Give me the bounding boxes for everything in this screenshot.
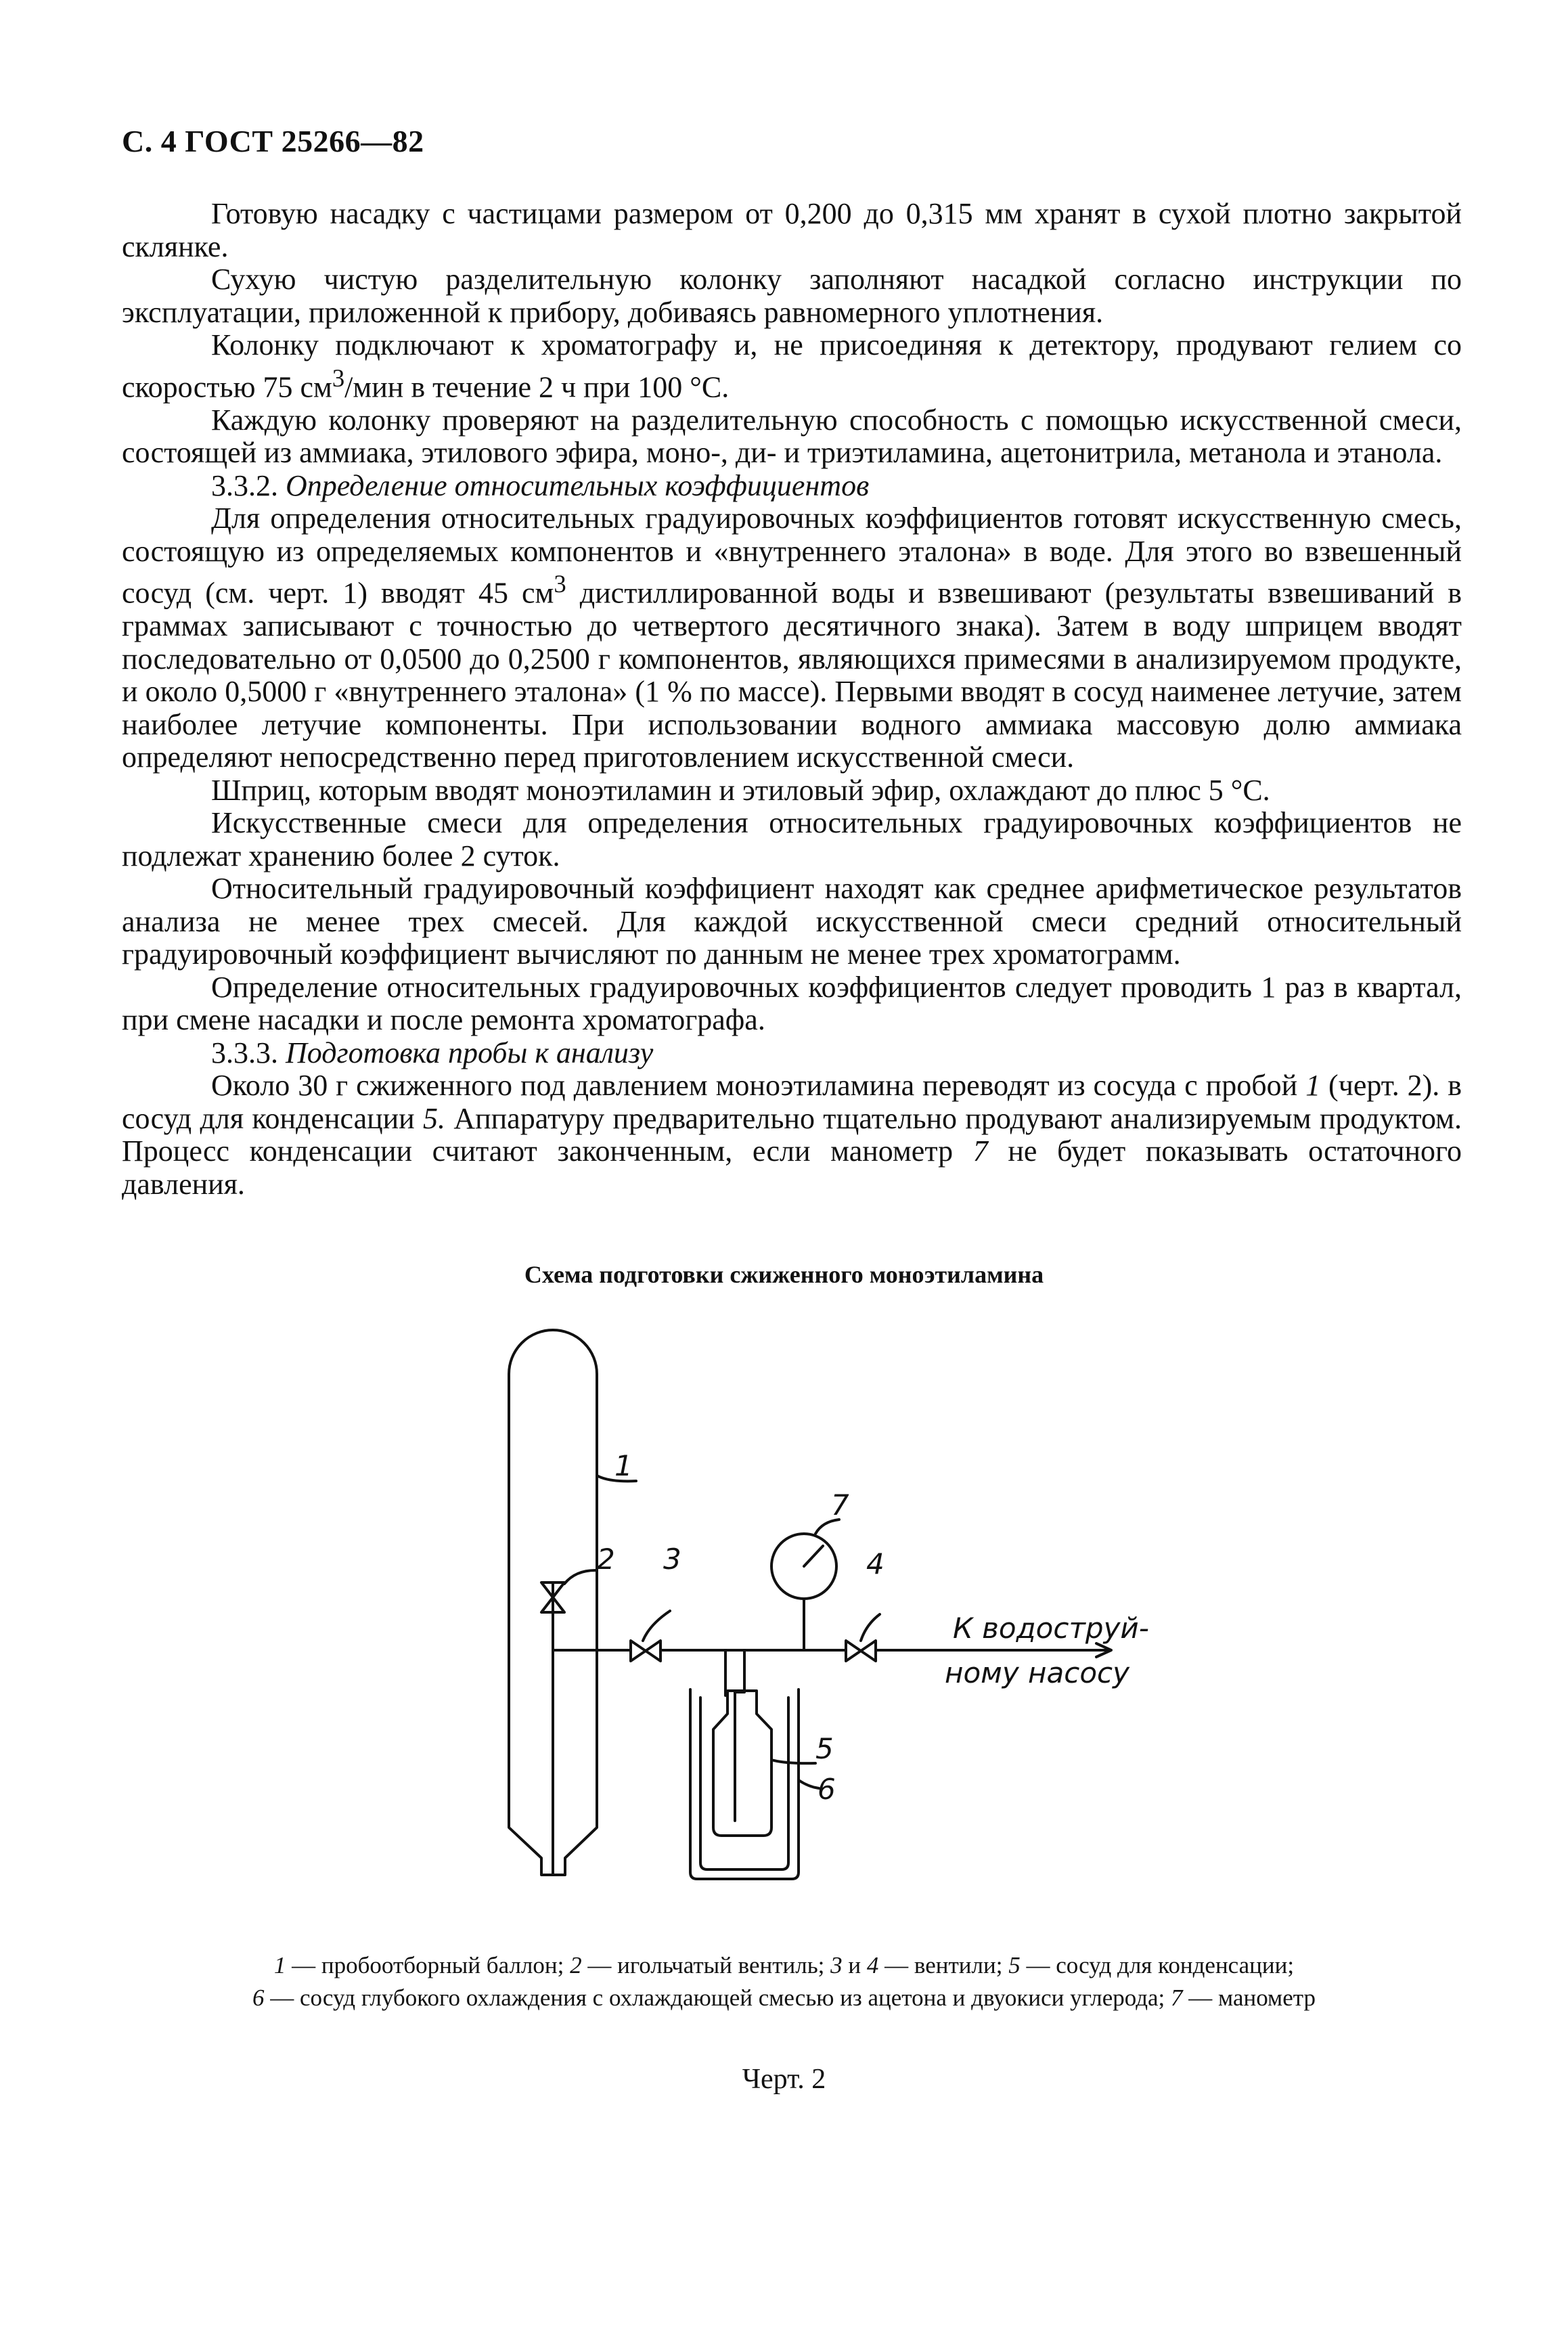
- paragraph: Шприц, которым вводят моноэтиламин и этиловый эфир, охлаждают до плюс 5 °С.: [211, 773, 1270, 807]
- text-run: не будет показывать остаточного давления.: [122, 1134, 1462, 1201]
- section-number: 3.3.2.: [211, 468, 278, 502]
- caption-number: 5: [1008, 1952, 1021, 1978]
- label-6: 6: [817, 1773, 836, 1806]
- text-run: Для определения относительных градуировочных коэффициентов готовят искусственную смесь, состоящую из определяемых компонентов и «внутреннего эталона» в воде. Для этого во взвешенный сосуд (см. черт. 1) вводят 45 см: [122, 502, 1462, 610]
- label-3: 3: [663, 1543, 681, 1576]
- figure-caption-line-1: [81, 1949, 1487, 1982]
- caption-text: — сосуд глубокого охлаждения с охлаждающей смесью из ацетона и двуокиси углерода;: [264, 1985, 1171, 2011]
- caption-text: — пробоотборный баллон;: [286, 1952, 570, 1978]
- paragraph: Относительный градуировочный коэффициент находят как среднее арифметическое результатов анализа не менее трех смесей. Для каждой искусственной смеси средний относительный градуировочный коэффициент вычисляют по данным не менее трех хроматограмм.: [122, 872, 1462, 971]
- arrow-label-line2: ному насосу: [945, 1656, 1129, 1689]
- caption-text: — манометр: [1182, 1985, 1316, 2011]
- arrow-label-line1: К водоструй-: [953, 1612, 1149, 1645]
- paragraph: Каждую колонку проверяют на разделительную способность с помощью искусственной смеси, состоящей из аммиака, этилового эфира, моно-, ди- и триэтиламина, ацетонитрила, метанола и этанола.: [122, 403, 1462, 470]
- superscript: 3: [332, 363, 345, 392]
- valve-3: [631, 1641, 660, 1661]
- leader-line: [771, 1760, 815, 1763]
- caption-number: 4: [866, 1952, 879, 1978]
- paragraph: Определение относительных градуировочных коэффициентов следует проводить 1 раз в квартал, при смене насадки и после ремонта хроматографа.: [122, 970, 1462, 1037]
- label-2: 2: [597, 1543, 615, 1576]
- caption-text: — вентили;: [878, 1952, 1009, 1978]
- ref-number: 7: [972, 1134, 988, 1168]
- leader-line: [815, 1520, 839, 1534]
- ref-number: 1: [1305, 1069, 1321, 1103]
- leader-line: [861, 1614, 880, 1641]
- ref-number: 5.: [423, 1101, 446, 1135]
- label-7: 7: [831, 1488, 849, 1522]
- section-number: 3.3.3.: [211, 1036, 278, 1069]
- tube-into-vessel: [735, 1650, 744, 1821]
- superscript: 3: [554, 570, 566, 598]
- caption-number: 7: [1171, 1985, 1183, 2011]
- caption-text: и: [842, 1952, 867, 1978]
- text-run: (черт. 2). в сосуд для конденсации: [122, 1069, 1462, 1135]
- text-run: /мин в течение 2 ч при 100 °С.: [344, 370, 730, 404]
- condensation-vessel: [713, 1691, 771, 1836]
- leader-line: [799, 1780, 819, 1788]
- figure-title: Схема подготовки сжиженного моноэтиламина: [524, 1261, 1044, 1288]
- valve-4: [846, 1641, 876, 1661]
- caption-text: — игольчатый вентиль;: [581, 1952, 831, 1978]
- caption-number: 1: [273, 1952, 286, 1978]
- section-title: Определение относительных коэффициентов: [286, 468, 870, 502]
- label-1: 1: [614, 1449, 633, 1482]
- text-run: дистиллированной воды и взвешивают (результаты взвешиваний в граммах записывают с точностью до четвертого десятичного знака). Затем в воду шприцем вводят последовательно от 0,0500 до 0,2500 г компонентов, являющихся примесями в анализируемом продукте, и около 0,5000 г «внутреннего эталона» (1 % по массе). Первыми вводят в сосуд наименее летучие, затем наиболее летучие компоненты. При использовании водного аммиака массовую долю аммиака определяют непосредственно перед приготовлением искусственной смеси.: [122, 576, 1462, 774]
- label-5: 5: [815, 1732, 834, 1765]
- figure-caption-line-2: [81, 1982, 1487, 2014]
- caption-text: — сосуд для конденсации;: [1020, 1952, 1295, 1978]
- text-run: Колонку подключают к хроматографу и, не присоединяя к детектору, продувают гелием со скоростью 75 см: [122, 328, 1462, 404]
- manometer-needle: [804, 1546, 823, 1566]
- paragraph: Искусственные смеси для определения относительных градуировочных коэффициентов не подлежат хранению более 2 суток.: [122, 806, 1462, 872]
- main-pipe: [553, 1612, 631, 1650]
- figure-label: Черт. 2: [742, 2064, 826, 2095]
- text-run: Около 30 г сжиженного под давлением моноэтиламина переводят из сосуда с пробой: [211, 1069, 1306, 1103]
- leader-line: [564, 1570, 596, 1584]
- cooling-vessel-outer: [690, 1689, 799, 1879]
- leader-line: [643, 1611, 670, 1641]
- paragraph: Готовую насадку с частицами размером от 0,200 до 0,315 мм хранят в сухой плотно закрытой склянке.: [122, 197, 1462, 263]
- caption-number: 3: [830, 1952, 843, 1978]
- caption-number: 6: [252, 1985, 265, 2011]
- paragraph: Сухую чистую разделительную колонку заполняют насадкой согласно инструкции по эксплуатации, приложенной к прибору, добиваясь равномерного уплотнения.: [122, 263, 1462, 329]
- page-header: С. 4 ГОСТ 25266—82: [122, 124, 424, 158]
- caption-number: 2: [570, 1952, 582, 1978]
- text-run: Аппаратуру предварительно тщательно продувают анализируемым продуктом. Процесс конденсации считают законченным, если манометр: [122, 1101, 1462, 1168]
- label-4: 4: [866, 1547, 884, 1580]
- section-title: Подготовка пробы к анализу: [286, 1036, 654, 1069]
